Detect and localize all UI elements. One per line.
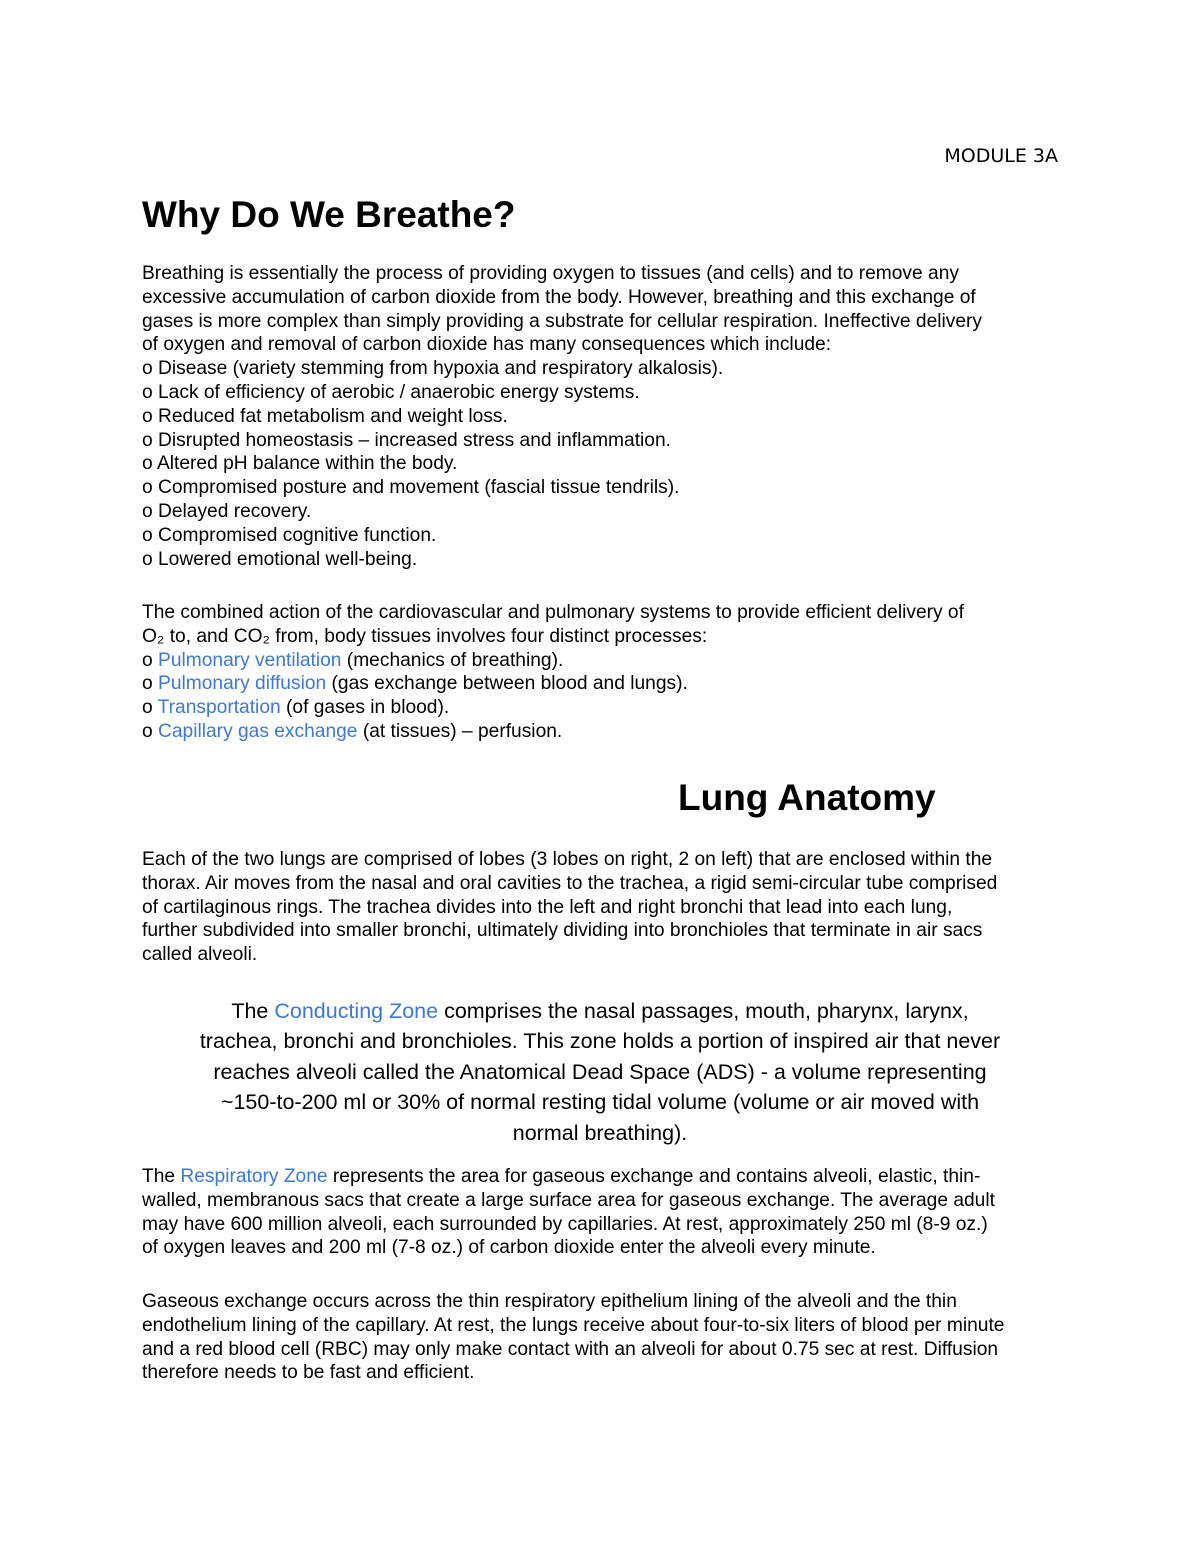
gaseous-line: therefore needs to be fast and efficient. <box>142 1362 475 1384</box>
process-bullet: o <box>142 720 159 742</box>
process-desc: (at tissues) – perfusion. <box>357 720 563 742</box>
section-title-lung-anatomy: Lung Anatomy <box>678 777 936 818</box>
conducting-line1-rest: comprises the nasal passages, mouth, pharynx, larynx, <box>438 999 969 1023</box>
respiratory-line: of oxygen leaves and 200 ml (7-8 oz.) of carbon dioxide enter the alveoli every minute. <box>142 1237 876 1259</box>
process-desc: (mechanics of breathing). <box>341 649 564 671</box>
process-item <box>142 672 1072 696</box>
process-item <box>142 696 1072 720</box>
combined-line: The combined action of the cardiovascular and pulmonary systems to provide efficient delivery of <box>142 602 964 623</box>
respiratory-prefix: The <box>142 1166 181 1187</box>
intro-line: excessive accumulation of carbon dioxide from the body. However, breathing and this exchange of <box>142 286 976 308</box>
respiratory-line <box>142 1165 1072 1189</box>
intro-paragraph <box>142 262 1072 571</box>
anatomy-line: Each of the two lungs are comprised of lobes (3 lobes on right, 2 on left) that are enclosed within the <box>142 849 993 870</box>
consequence-item: o Compromised cognitive function. <box>142 524 437 546</box>
consequence-item: o Disrupted homeostasis – increased stress and inflammation. <box>142 429 671 451</box>
conducting-line: reaches alveoli called the Anatomical Dead Space (ADS) - a volume representing <box>213 1059 987 1084</box>
consequence-item: o Altered pH balance within the body. <box>142 453 458 475</box>
process-term-capillary-gas-exchange[interactable]: Capillary gas exchange <box>158 720 358 742</box>
intro-line: Breathing is essentially the process of providing oxygen to tissues (and cells) and to remove any <box>142 263 959 284</box>
consequence-item: o Compromised posture and movement (fascial tissue tendrils). <box>142 477 680 499</box>
conducting-line: ~150-to-200 ml or 30% of normal resting tidal volume (volume or air moved with <box>220 1090 980 1115</box>
conducting-zone-term[interactable]: Conducting Zone <box>274 999 439 1023</box>
respiratory-line: walled, membranous sacs that create a large surface area for gaseous exchange. The average adult <box>142 1189 995 1211</box>
intro-line: gases is more complex than simply providing a substrate for cellular respiration. Ineffective delivery <box>142 310 983 332</box>
section-title-why: Why Do We Breathe? <box>142 194 516 235</box>
respiratory-line: may have 600 million alveoli, each surrounded by capillaries. At rest, approximately 250 ml (8-9 oz.) <box>142 1213 988 1235</box>
process-desc: (gas exchange between blood and lungs). <box>326 673 688 695</box>
process-bullet: o <box>142 697 158 719</box>
anatomy-line: called alveoli. <box>142 944 258 966</box>
consequence-item: o Disease (variety stemming from hypoxia and respiratory alkalosis). <box>142 358 724 380</box>
conducting-line: normal breathing). <box>512 1120 688 1145</box>
process-bullet: o <box>142 673 159 695</box>
combined-line: O₂ to, and CO₂ from, body tissues involves four distinct processes: <box>142 625 708 647</box>
gaseous-line: Gaseous exchange occurs across the thin respiratory epithelium lining of the alveoli and the thin <box>142 1291 957 1312</box>
process-term-pulmonary-diffusion[interactable]: Pulmonary diffusion <box>158 673 327 695</box>
process-desc: (of gases in blood). <box>280 697 450 719</box>
consequence-item: o Lowered emotional well-being. <box>142 548 418 570</box>
conducting-line <box>130 996 1070 1026</box>
gaseous-line: and a red blood cell (RBC) may only make contact with an alveoli for about 0.75 sec at rest. Diffusion <box>142 1338 999 1360</box>
process-term-pulmonary-ventilation[interactable]: Pulmonary ventilation <box>158 649 342 671</box>
anatomy-paragraph <box>142 848 1072 967</box>
anatomy-line: of cartilaginous rings. The trachea divides into the left and right bronchi that lead into each lung, <box>142 896 953 918</box>
anatomy-line: thorax. Air moves from the nasal and oral cavities to the trachea, a rigid semi-circular tube comprised <box>142 872 998 894</box>
module-label: MODULE 3A <box>944 145 1058 167</box>
respiratory-zone-term[interactable]: Respiratory Zone <box>180 1166 328 1187</box>
process-term-transportation[interactable]: Transportation <box>157 697 281 719</box>
respiratory-line1-rest: represents the area for gaseous exchange and contains alveoli, elastic, thin- <box>327 1166 981 1187</box>
consequence-item: o Reduced fat metabolism and weight loss. <box>142 405 508 427</box>
consequence-item: o Delayed recovery. <box>142 500 312 522</box>
conducting-line: trachea, bronchi and bronchioles. This zone holds a portion of inspired air that never <box>199 1029 1001 1054</box>
process-bullet: o <box>142 649 159 671</box>
respiratory-zone-paragraph <box>142 1165 1072 1260</box>
processes-paragraph <box>142 601 1072 744</box>
intro-line: of oxygen and removal of carbon dioxide has many consequences which include: <box>142 334 832 356</box>
anatomy-line: further subdivided into smaller bronchi, ultimately dividing into bronchioles that terminate in air sacs <box>142 920 983 942</box>
gaseous-exchange-paragraph <box>142 1290 1072 1385</box>
process-item <box>142 720 1072 744</box>
conducting-zone-paragraph <box>130 996 1070 1148</box>
process-item <box>142 649 1072 673</box>
conducting-prefix: The <box>231 999 275 1023</box>
gaseous-line: endothelium lining of the capillary. At rest, the lungs receive about four-to-six liters of blood per minute <box>142 1314 1005 1336</box>
consequence-item: o Lack of efficiency of aerobic / anaerobic energy systems. <box>142 381 640 403</box>
